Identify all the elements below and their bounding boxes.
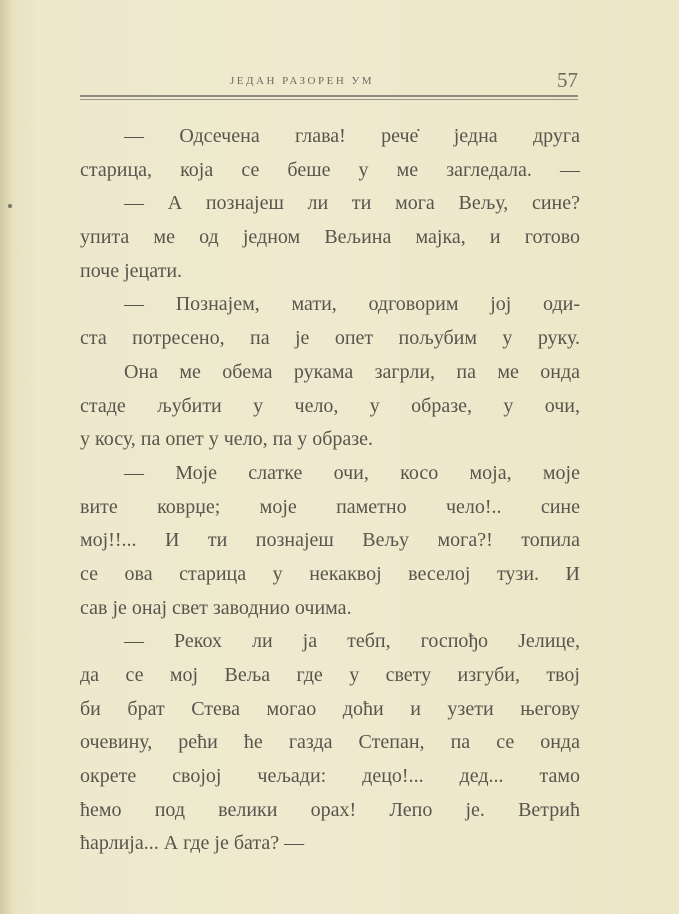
text-line: ста потресено, па је опет пољубим у руку. [80, 327, 580, 350]
page-number: 57 [557, 68, 578, 92]
text-line: вите коврџе; моје паметно чело!.. сине [80, 495, 580, 518]
text-line: — Моје слатке очи, косо моја, моје [124, 461, 580, 484]
header-rule-thin [80, 99, 578, 100]
text-line: — Познајем, мати, одговорим јој оди- [124, 293, 580, 316]
text-line: у косу, па опет у чело, па у образе. [80, 428, 374, 451]
page-header [80, 68, 578, 94]
margin-mark [8, 204, 12, 208]
spine-shadow [0, 0, 14, 914]
text-line: — А познајеш ли ти мога Вељу, сине? [124, 192, 580, 215]
text-line: да се мој Веља где у свету изгуби, твој [80, 664, 580, 686]
text-line: упита ме од једном Вељина мајка, и готово [80, 226, 580, 249]
running-title: ЈЕДАН РАЗОРЕН УМ [230, 75, 375, 87]
text-line: се ова старица у некаквој веселој тузи. И [80, 562, 580, 585]
text-line: — Рекох ли ја тебп, госпођо Јелице, [124, 630, 580, 653]
header-rule-thick [80, 95, 578, 97]
body-text [80, 120, 580, 861]
text-line: стаде љубити у чело, у образе, у очи, [80, 394, 580, 417]
text-line: Она ме обема рукама загрли, па ме онда [124, 360, 580, 383]
text-line: очевину, рећи ће газда Степан, па се онда [80, 731, 580, 754]
text-line: би брат Стева могао доћи и узети његову [80, 697, 580, 720]
text-line: ћемо под велики орах! Лепо је. Ветрић [80, 798, 580, 821]
text-line: окрете својој чељади: децо!... дед... тамо [80, 765, 580, 788]
text-line: мој!!... И ти познајеш Вељу мога?! топила [80, 529, 580, 552]
text-line: сав је онај свет заводнио очима. [80, 596, 352, 619]
text-line: старица, која се беше у ме загледала. — [80, 158, 580, 181]
text-line: — Одсечена глава! рече̇ једна друга [124, 125, 580, 147]
text-line: поче јецати. [80, 259, 183, 282]
text-line: ћарлија... А где је бата? — [80, 832, 305, 855]
